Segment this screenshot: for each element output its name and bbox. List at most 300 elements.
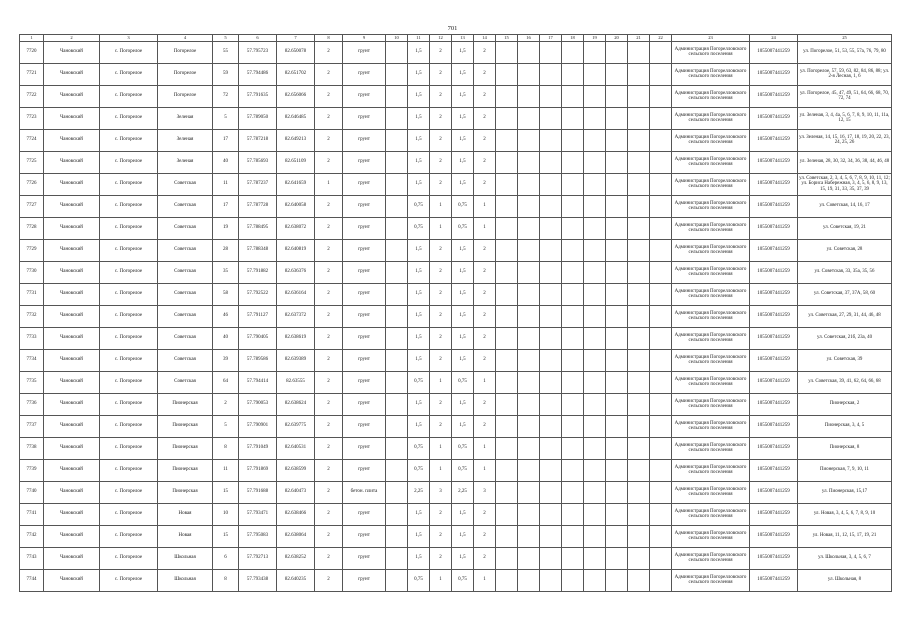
lanes-cell-2: 2 (474, 349, 496, 371)
latitude-cell: 57.791882 (239, 261, 277, 283)
address-cell: ул. Советская, 27, 29, 31, 44, 46, 48 (798, 305, 892, 327)
latitude-cell: 57.794486 (239, 63, 277, 85)
width-cell: 1,5 (408, 151, 430, 173)
category-cell: 2 (315, 415, 343, 437)
empty-cell (562, 481, 584, 503)
street-cell: Советская (158, 349, 213, 371)
table-row (20, 63, 892, 85)
organization-cell: Администрация Погорелловского сельского поселения (672, 437, 750, 459)
table-row (20, 481, 892, 503)
empty-cell (650, 283, 672, 305)
empty-cell (562, 283, 584, 305)
empty-cell (540, 503, 562, 525)
width-cell: 1,5 (408, 283, 430, 305)
category-cell: 2 (315, 547, 343, 569)
table-row (20, 195, 892, 217)
table-row (20, 503, 892, 525)
width-cell-2: 1,5 (452, 261, 474, 283)
empty-cell (496, 393, 518, 415)
lanes-cell: 2 (430, 393, 452, 415)
district-cell: Чановский (44, 327, 100, 349)
category-cell: 2 (315, 371, 343, 393)
ogrn-cell: 1055007441259 (750, 393, 798, 415)
width-cell: 1,5 (408, 261, 430, 283)
latitude-cell: 57.794414 (239, 371, 277, 393)
longitude-cell: 82.640473 (277, 481, 315, 503)
row-number: 7733 (20, 327, 44, 349)
table-row (20, 129, 892, 151)
row-number: 7727 (20, 195, 44, 217)
column-header-10: 10 (386, 35, 408, 42)
empty-cell (540, 151, 562, 173)
house-cell: 5 (213, 415, 239, 437)
empty-cell (540, 129, 562, 151)
column-header-12: 12 (430, 35, 452, 42)
ogrn-cell: 1055007441259 (750, 481, 798, 503)
empty-cell (628, 261, 650, 283)
empty-cell (496, 569, 518, 591)
street-cell: Советская (158, 327, 213, 349)
street-cell: Пионерская (158, 481, 213, 503)
column-header-14: 14 (474, 35, 496, 42)
ogrn-cell: 1055007441259 (750, 261, 798, 283)
empty-cell (386, 151, 408, 173)
lanes-cell-2: 1 (474, 569, 496, 591)
settlement-cell: с. Погорелое (100, 261, 158, 283)
longitude-cell: 82.640058 (277, 195, 315, 217)
district-cell: Чановский (44, 415, 100, 437)
latitude-cell: 57.790405 (239, 327, 277, 349)
district-cell: Чановский (44, 261, 100, 283)
empty-cell (496, 195, 518, 217)
empty-cell (518, 173, 540, 195)
lanes-cell-2: 3 (474, 481, 496, 503)
lanes-cell: 2 (430, 349, 452, 371)
empty-cell (584, 349, 606, 371)
address-cell: Пионерская, 8 (798, 437, 892, 459)
empty-cell (650, 525, 672, 547)
latitude-cell: 57.791869 (239, 459, 277, 481)
empty-cell (540, 283, 562, 305)
street-cell: Советская (158, 239, 213, 261)
width-cell: 1,5 (408, 63, 430, 85)
category-cell: 2 (315, 151, 343, 173)
lanes-cell: 2 (430, 261, 452, 283)
empty-cell (562, 63, 584, 85)
width-cell: 2,25 (408, 481, 430, 503)
empty-cell (584, 151, 606, 173)
empty-cell (584, 107, 606, 129)
empty-cell (606, 129, 628, 151)
lanes-cell: 1 (430, 459, 452, 481)
settlement-cell: с. Погорелое (100, 547, 158, 569)
table-row (20, 283, 892, 305)
empty-cell (518, 195, 540, 217)
organization-cell: Администрация Погорелловского сельского поселения (672, 283, 750, 305)
empty-cell (518, 437, 540, 459)
table-row (20, 173, 892, 195)
empty-cell (628, 393, 650, 415)
settlement-cell: с. Погорелое (100, 525, 158, 547)
width-cell-2: 1,5 (452, 41, 474, 63)
empty-cell (496, 261, 518, 283)
empty-cell (496, 305, 518, 327)
empty-cell (584, 459, 606, 481)
width-cell: 1,5 (408, 173, 430, 195)
empty-cell (518, 261, 540, 283)
longitude-cell: 82.646485 (277, 107, 315, 129)
street-cell: Школьная (158, 547, 213, 569)
settlement-cell: с. Погорелое (100, 173, 158, 195)
empty-cell (584, 481, 606, 503)
longitude-cell: 82.640819 (277, 239, 315, 261)
street-cell: Пионерская (158, 393, 213, 415)
lanes-cell-2: 2 (474, 327, 496, 349)
empty-cell (540, 327, 562, 349)
district-cell: Чановский (44, 41, 100, 63)
empty-cell (584, 525, 606, 547)
address-cell: ул. Погорелое, 45, 47, 49, 51, 64, 66, 68, 70, 72, 74 (798, 85, 892, 107)
address-cell: ул. Советская, 39, 41, 62, 64, 66, 68 (798, 371, 892, 393)
column-header-21: 21 (628, 35, 650, 42)
district-cell: Чановский (44, 481, 100, 503)
settlement-cell: с. Погорелое (100, 569, 158, 591)
house-cell: 64 (213, 371, 239, 393)
latitude-cell: 57.790901 (239, 415, 277, 437)
surface-cell: грунт (343, 459, 386, 481)
column-header-13: 13 (452, 35, 474, 42)
row-number: 7723 (20, 107, 44, 129)
district-cell: Чановский (44, 63, 100, 85)
empty-cell (584, 261, 606, 283)
width-cell-2: 1,5 (452, 85, 474, 107)
empty-cell (496, 151, 518, 173)
category-cell: 2 (315, 459, 343, 481)
empty-cell (540, 217, 562, 239)
lanes-cell-2: 2 (474, 107, 496, 129)
empty-cell (650, 239, 672, 261)
row-number: 7743 (20, 547, 44, 569)
street-cell: Погорелое (158, 63, 213, 85)
empty-cell (540, 305, 562, 327)
category-cell: 2 (315, 481, 343, 503)
empty-cell (562, 525, 584, 547)
empty-cell (628, 129, 650, 151)
width-cell-2: 1,5 (452, 393, 474, 415)
page-number: 701 (447, 25, 458, 32)
longitude-cell: 82.651109 (277, 151, 315, 173)
latitude-cell: 57.793438 (239, 569, 277, 591)
empty-cell (606, 41, 628, 63)
empty-cell (386, 481, 408, 503)
empty-cell (650, 217, 672, 239)
empty-cell (562, 261, 584, 283)
empty-cell (518, 481, 540, 503)
empty-cell (386, 503, 408, 525)
width-cell: 0,75 (408, 195, 430, 217)
address-cell: ул. Погорелое, 51, 53, 55, 57а, 76, 79, 80 (798, 41, 892, 63)
organization-cell: Администрация Погорелловского сельского поселения (672, 195, 750, 217)
lanes-cell: 2 (430, 525, 452, 547)
settlement-cell: с. Погорелое (100, 393, 158, 415)
empty-cell (650, 261, 672, 283)
table-row (20, 547, 892, 569)
empty-cell (650, 129, 672, 151)
district-cell: Чановский (44, 239, 100, 261)
empty-cell (650, 569, 672, 591)
category-cell: 2 (315, 393, 343, 415)
surface-cell: грунт (343, 415, 386, 437)
empty-cell (386, 129, 408, 151)
width-cell-2: 0,75 (452, 371, 474, 393)
category-cell: 2 (315, 327, 343, 349)
width-cell-2: 1,5 (452, 415, 474, 437)
latitude-cell: 57.788348 (239, 239, 277, 261)
width-cell-2: 1,5 (452, 63, 474, 85)
row-number: 7724 (20, 129, 44, 151)
empty-cell (606, 195, 628, 217)
house-cell: 46 (213, 305, 239, 327)
empty-cell (650, 503, 672, 525)
lanes-cell-2: 2 (474, 261, 496, 283)
ogrn-cell: 1055007441259 (750, 63, 798, 85)
empty-cell (584, 547, 606, 569)
house-cell: 6 (213, 547, 239, 569)
empty-cell (518, 129, 540, 151)
empty-cell (518, 107, 540, 129)
empty-cell (496, 437, 518, 459)
empty-cell (518, 503, 540, 525)
surface-cell: грунт (343, 283, 386, 305)
address-cell: ул. Советская, 37, 37А, 58, 60 (798, 283, 892, 305)
street-cell: Зеленая (158, 129, 213, 151)
empty-cell (650, 349, 672, 371)
empty-cell (606, 305, 628, 327)
settlement-cell: с. Погорелое (100, 107, 158, 129)
width-cell-2: 0,75 (452, 217, 474, 239)
organization-cell: Администрация Погорелловского сельского поселения (672, 349, 750, 371)
category-cell: 2 (315, 195, 343, 217)
longitude-cell: 82.638072 (277, 217, 315, 239)
table-row (20, 41, 892, 63)
empty-cell (540, 393, 562, 415)
empty-cell (386, 63, 408, 85)
width-cell: 1,5 (408, 525, 430, 547)
empty-cell (562, 129, 584, 151)
row-number: 7739 (20, 459, 44, 481)
column-header-7: 7 (277, 35, 315, 42)
empty-cell (606, 569, 628, 591)
settlement-cell: с. Погорелое (100, 481, 158, 503)
longitude-cell: 82.651702 (277, 63, 315, 85)
surface-cell: грунт (343, 107, 386, 129)
empty-cell (496, 85, 518, 107)
longitude-cell: 82.640235 (277, 569, 315, 591)
lanes-cell: 3 (430, 481, 452, 503)
row-number: 7728 (20, 217, 44, 239)
empty-cell (562, 415, 584, 437)
empty-cell (562, 371, 584, 393)
category-cell: 2 (315, 525, 343, 547)
latitude-cell: 57.789586 (239, 349, 277, 371)
organization-cell: Администрация Погорелловского сельского поселения (672, 503, 750, 525)
longitude-cell: 82.650078 (277, 41, 315, 63)
surface-cell: грунт (343, 261, 386, 283)
empty-cell (496, 283, 518, 305)
empty-cell (496, 63, 518, 85)
street-cell: Новая (158, 503, 213, 525)
street-cell: Советская (158, 217, 213, 239)
empty-cell (386, 437, 408, 459)
row-number: 7731 (20, 283, 44, 305)
surface-cell: грунт (343, 525, 386, 547)
table-row (20, 305, 892, 327)
lanes-cell-2: 2 (474, 129, 496, 151)
lanes-cell: 1 (430, 195, 452, 217)
width-cell-2: 1,5 (452, 327, 474, 349)
empty-cell (562, 41, 584, 63)
empty-cell (584, 173, 606, 195)
house-cell: 28 (213, 239, 239, 261)
table-row (20, 415, 892, 437)
organization-cell: Администрация Погорелловского сельского поселения (672, 239, 750, 261)
empty-cell (386, 173, 408, 195)
longitude-cell: 82.638619 (277, 327, 315, 349)
empty-cell (650, 393, 672, 415)
longitude-cell: 82.636376 (277, 261, 315, 283)
latitude-cell: 57.787218 (239, 129, 277, 151)
table-row (20, 327, 892, 349)
lanes-cell: 2 (430, 173, 452, 195)
row-number: 7721 (20, 63, 44, 85)
house-cell: 35 (213, 261, 239, 283)
ogrn-cell: 1055007441259 (750, 305, 798, 327)
width-cell-2: 1,5 (452, 349, 474, 371)
table-row (20, 261, 892, 283)
column-header-24: 24 (750, 35, 798, 42)
empty-cell (386, 393, 408, 415)
latitude-cell: 57.791127 (239, 305, 277, 327)
width-cell-2: 1,5 (452, 129, 474, 151)
house-cell: 2 (213, 393, 239, 415)
surface-cell: грунт (343, 503, 386, 525)
address-cell: ул. Зеленая, 3, 4, 4а, 5, 6, 7, 8, 9, 10, 11, 11а, 12, 15 (798, 107, 892, 129)
width-cell: 0,75 (408, 217, 430, 239)
lanes-cell-2: 1 (474, 459, 496, 481)
width-cell: 1,5 (408, 305, 430, 327)
empty-cell (628, 503, 650, 525)
category-cell: 2 (315, 261, 343, 283)
empty-cell (518, 151, 540, 173)
surface-cell: грунт (343, 129, 386, 151)
column-header-1: 1 (20, 35, 44, 42)
lanes-cell-2: 2 (474, 393, 496, 415)
empty-cell (386, 195, 408, 217)
address-cell: ул. Погорелое, 57, 59, 63, 82, 84, 86, 88; ул. 2-я Лесная, 1, 6 (798, 63, 892, 85)
lanes-cell-2: 2 (474, 41, 496, 63)
ogrn-cell: 1055007441259 (750, 327, 798, 349)
address-cell: ул. Советская, 14, 16, 17 (798, 195, 892, 217)
empty-cell (562, 305, 584, 327)
column-header-20: 20 (606, 35, 628, 42)
district-cell: Чановский (44, 371, 100, 393)
empty-cell (628, 173, 650, 195)
empty-cell (628, 217, 650, 239)
address-cell: Пионерская, 3, 4, 5 (798, 415, 892, 437)
empty-cell (650, 41, 672, 63)
empty-cell (628, 569, 650, 591)
empty-cell (584, 41, 606, 63)
row-number: 7735 (20, 371, 44, 393)
width-cell-2: 1,5 (452, 305, 474, 327)
width-cell: 1,5 (408, 349, 430, 371)
width-cell: 1,5 (408, 239, 430, 261)
surface-cell: грунт (343, 85, 386, 107)
organization-cell: Администрация Погорелловского сельского поселения (672, 173, 750, 195)
empty-cell (540, 261, 562, 283)
empty-cell (386, 305, 408, 327)
lanes-cell: 2 (430, 327, 452, 349)
lanes-cell: 1 (430, 569, 452, 591)
lanes-cell-2: 1 (474, 437, 496, 459)
empty-cell (518, 305, 540, 327)
empty-cell (496, 239, 518, 261)
longitude-cell: 82.641659 (277, 173, 315, 195)
empty-cell (518, 349, 540, 371)
ogrn-cell: 1055007441259 (750, 569, 798, 591)
empty-cell (606, 63, 628, 85)
latitude-cell: 57.789050 (239, 107, 277, 129)
row-number: 7742 (20, 525, 44, 547)
empty-cell (540, 437, 562, 459)
organization-cell: Администрация Погорелловского сельского поселения (672, 129, 750, 151)
column-header-6: 6 (239, 35, 277, 42)
latitude-cell: 57.790053 (239, 393, 277, 415)
district-cell: Чановский (44, 437, 100, 459)
column-header-2: 2 (44, 35, 100, 42)
empty-cell (386, 569, 408, 591)
empty-cell (562, 327, 584, 349)
empty-cell (650, 327, 672, 349)
address-cell: ул. Зеленая, 14, 15, 16, 17, 18, 19, 20, 22, 23, 24, 25, 26 (798, 129, 892, 151)
lanes-cell-2: 2 (474, 151, 496, 173)
empty-cell (606, 503, 628, 525)
empty-cell (606, 481, 628, 503)
empty-cell (496, 349, 518, 371)
house-cell: 39 (213, 349, 239, 371)
empty-cell (562, 393, 584, 415)
settlement-cell: с. Погорелое (100, 63, 158, 85)
house-cell: 19 (213, 217, 239, 239)
empty-cell (496, 107, 518, 129)
ogrn-cell: 1055007441259 (750, 173, 798, 195)
district-cell: Чановский (44, 283, 100, 305)
empty-cell (496, 459, 518, 481)
ogrn-cell: 1055007441259 (750, 129, 798, 151)
longitude-cell: 82.639389 (277, 349, 315, 371)
empty-cell (562, 85, 584, 107)
width-cell: 1,5 (408, 547, 430, 569)
district-cell: Чановский (44, 85, 100, 107)
lanes-cell-2: 1 (474, 195, 496, 217)
settlement-cell: с. Погорелое (100, 503, 158, 525)
ogrn-cell: 1055007441259 (750, 217, 798, 239)
empty-cell (584, 415, 606, 437)
longitude-cell: 82.656066 (277, 85, 315, 107)
longitude-cell: 82.637372 (277, 305, 315, 327)
empty-cell (518, 85, 540, 107)
registry-table-body (20, 41, 892, 591)
